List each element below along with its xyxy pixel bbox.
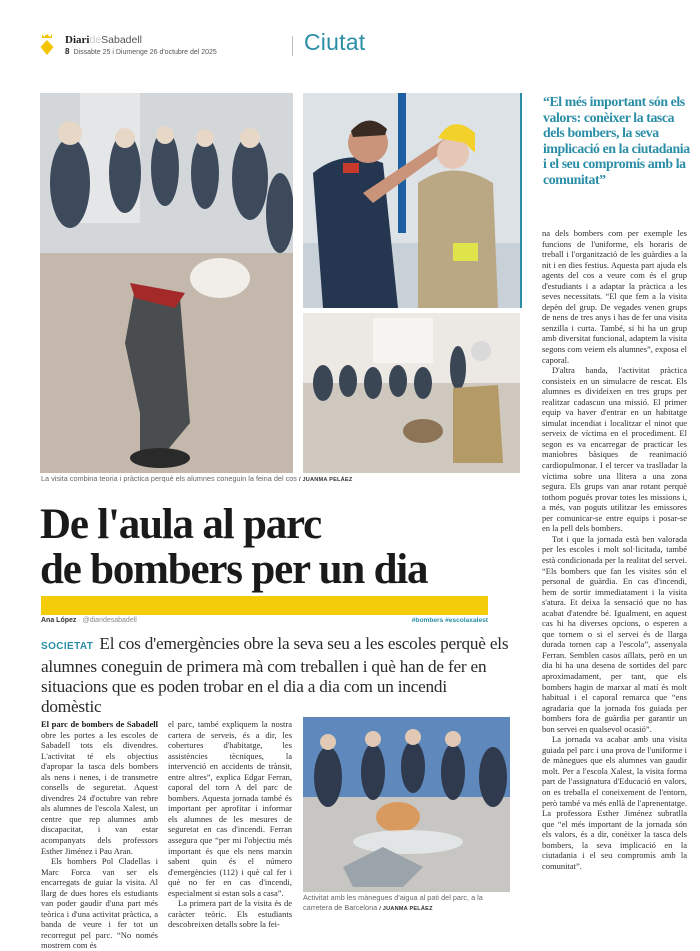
brand-city: Sabadell <box>101 34 143 46</box>
hashtags[interactable]: #bombers #escolaxalest <box>411 617 488 624</box>
paragraph: D'altra banda, l'activitat pràctica consisteix en un simulacre de rescat. Els alumnes es divideixen en tres grups per realitzar cadascun una missió. El primer equip va haver d'entrar en un habitatge simulat incendiat i localitzar el ninot que serveix de víctima en el procediment. El segon es va encarregar de practicar les maniobres bàsiques de reanimació cardiopulmonar. I el tercer va traslladar la víctima sobre una llitera a una zona segura. Els grups van anar rotant perquè tothom pogués provar totes les missions i, a més, van poguts utilitzar les emissores per comunicar-se entre equips i posar-se en la pell dels bombers. <box>542 365 687 534</box>
paragraph-text: obre les portes a les escoles de Sabadell tots els divendres. L'activitat té els objectius d'apropar la tasca dels bombers als nens i nenes, i de transmetre consells de seguretat. Aquest divendres 24 d'octubre van rebre als alumnes de l'escola Xalest, un centre que rep alumnes amb discapacitat, i van estar acompanyats dels professors Esther Jiménez i Pau Aran. <box>41 729 158 856</box>
subhead-text: El cos d'emergències obre la seva seu a les escoles perquè els alumnes coneguin de primera mà com treballen i què han de fer en situacions que es poden trobar en el dia a dia com un incendi domèstic <box>41 634 509 716</box>
body-column-1 <box>41 719 158 951</box>
headline-line-1: De l'aula al parc <box>40 501 321 548</box>
section-title: Ciutat <box>304 29 366 55</box>
author-handle[interactable]: @diaridesabadell <box>82 617 137 624</box>
lead-in: El parc de bombers de Sabadell <box>41 719 158 729</box>
dateline <box>65 47 217 56</box>
bottom-photo <box>303 717 510 892</box>
headline <box>40 502 510 592</box>
photo-caption-1 <box>41 474 501 485</box>
caption-text: La visita combina teoria i pràctica perquè els alumnes coneguin la feina del cos <box>41 474 297 483</box>
paragraph <box>41 719 158 856</box>
issue-date: Dissabte 25 i Diumenge 26 d'octubre del 2025 <box>73 49 217 56</box>
pull-quote: “El més important són els valors: conèixer la tasca dels bombers, la seva implicació en la ciutadania i el seu compromís amb la comunitat” <box>543 94 690 187</box>
caption-text: Activitat amb les mànegues d'aigua al pati del parc, a la carretera de Barcelona <box>303 893 483 912</box>
section-divider <box>292 36 293 56</box>
masthead <box>65 34 142 46</box>
main-photo <box>40 93 293 473</box>
byline: Ana López · @diaridesabadell <box>41 617 137 624</box>
headline-highlight-bar <box>41 596 488 615</box>
subheadline <box>41 634 511 717</box>
paragraph: La jornada va acabar amb una visita guiada pel parc i una prova de l'uniforme i de mànegues que els alumnes van gaudir molt. Per a l'escola Xalest, la visita forma part de l'assignatura d'Educació en valors, on es treballa el coneixement de l'entorn, però també va més enllà de l'aprenentatge. La professora Esther Jiménez subratlla que “el més important de la jornada són els valors, és a dir, conèixer la tasca dels bombers, la seva implicació en la ciutadania i el seu compromís amb la comunitat”. <box>542 734 687 871</box>
city-shield-icon <box>40 33 54 57</box>
photo-credit: / JUANMA PELÁEZ <box>298 477 353 483</box>
page-number: 8 <box>65 47 70 56</box>
pull-quote-rule <box>520 93 522 308</box>
body-column-2 <box>168 719 292 930</box>
paragraph: La primera part de la visita és de caràcter teòric. Els estudiants descobreixen detalls sobre la fei- <box>168 898 292 930</box>
paragraph: Els bombers Pol Cladellas i Marc Forca van ser els encarregats de guiar la visita. Al llarg de dues hores els estudiants van poder gaudir d'una part més teòrica i d'una activitat pràctica, a banda de veure i fer tot un recorregut pel parc. “No només mostrem com és <box>41 856 158 951</box>
paragraph: na dels bombers com per exemple les funcions de l'uniforme, els horaris de treball i l'organització de les guàrdies a la nit i en dies festius. Aquesta part ajuda els agents del cos a veure com és el grup d'estudiants i a adaptar la pràctica a les seves necessitats. “El que fem a la visita depèn del grup. De vegades venen grups de nens de tres anys i has de fer una visita senzilla i curta. També, si hi ha un grup amb diversitat funcional, adaptem la visita segons com veiem els alumnes”, exposa el caporal. <box>542 228 687 365</box>
paragraph: Tot i que la jornada està ben valorada per les escoles i molt sol·licitada, també està condicionada per la realitat del servei. “Els bombers que fan les visites són el personal de guàrdia. En cas d'incendi, hem de sortir immediatament i la visita s'atura. Et deixa la sensació que no has acabat d'atendre bé. Igualment, en aquest cas hi ha diverses opcions, o esperen a que tornem o si el servei és de llarga durada tornen cap a l'escola”, assenyala Ferran. Semblen casos aïllats, però en un dia hi ha una desena de sortides del parc aproximadament, per tant, que els bombers hagin de marxar al matí és molt habitual i el caporal remarca que “ens agradaria que la jornada fos guiada per bombers fora de guàrdia per garantir un bon servei en qualsevol ocasió”. <box>542 533 687 734</box>
paragraph: el parc, també expliquem la nostra cartera de serveis, és a dir, les cobertures d'habitatge, les assistències tècniques, la intervenció en accidents de trànsit, entre altres”, explica Edgar Ferran, caporal del torn A del parc de bombers. Aquesta jornada també és important per aprofitar i informar els alumnes de les mesures de seguretat en cas d'incendi. Ferran assegura que “per mi l'objectiu més important és que els nens marxin sabent quin és el número d'emergències (112) i què cal fer i què no fer en cas d'incendi, especialment si estan sols a casa”. <box>168 719 292 898</box>
top-right-photo <box>303 93 520 308</box>
author-name: Ana López <box>41 617 77 624</box>
photo-caption-2 <box>303 893 513 914</box>
brand-de: de <box>89 34 102 46</box>
body-column-3 <box>542 228 687 871</box>
photo-credit: / JUANMA PELÁEZ <box>379 906 433 912</box>
section-kicker: SOCIETAT <box>41 641 94 652</box>
headline-line-2: de bombers per un dia <box>40 546 428 593</box>
brand-name: Diari <box>65 34 90 46</box>
middle-right-photo <box>303 313 520 473</box>
